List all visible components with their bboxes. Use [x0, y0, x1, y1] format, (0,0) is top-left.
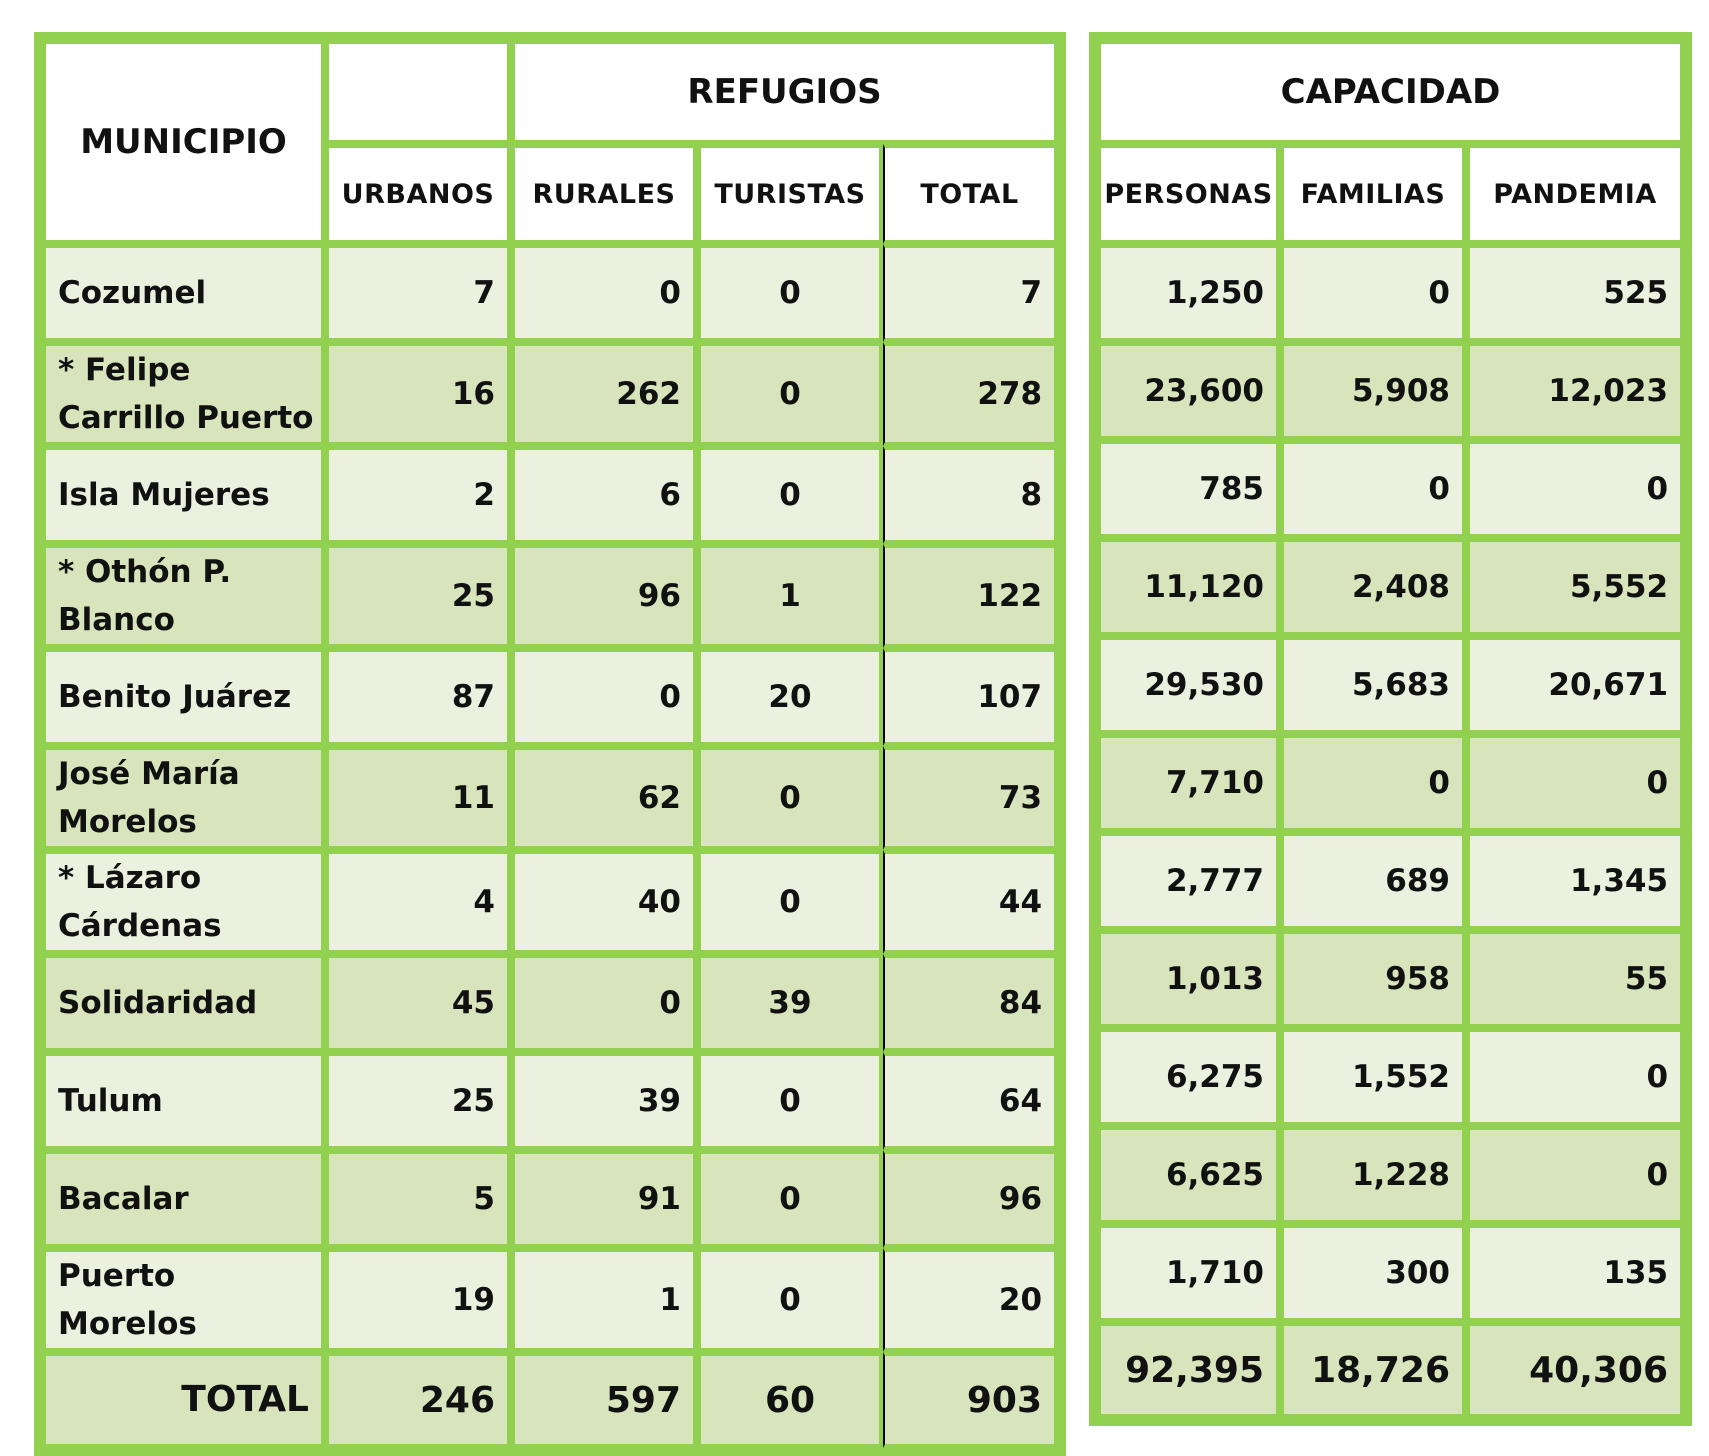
turistas-cell: 0 [697, 446, 883, 544]
rurales-cell: 0 [511, 954, 697, 1052]
pandemia-header: PANDEMIA [1466, 144, 1684, 244]
total-header: TOTAL [883, 144, 1058, 244]
familias-cell: 300 [1280, 1224, 1466, 1322]
capacidad-table [1089, 32, 1692, 1426]
municipio-cell: Bacalar [42, 1150, 325, 1248]
personas-total: 92,395 [1097, 1322, 1280, 1418]
turistas-cell: 20 [697, 648, 883, 746]
table-row [1097, 1224, 1684, 1322]
table-row [1097, 734, 1684, 832]
familias-cell: 958 [1280, 930, 1466, 1028]
table-row [42, 446, 1058, 544]
table-row [1097, 342, 1684, 440]
familias-cell: 5,908 [1280, 342, 1466, 440]
turistas-cell: 0 [697, 244, 883, 342]
familias-header: FAMILIAS [1280, 144, 1466, 244]
pandemia-cell: 525 [1466, 244, 1684, 342]
table-row [42, 544, 1058, 648]
urbanos-cell: 45 [325, 954, 511, 1052]
urbanos-cell: 7 [325, 244, 511, 342]
personas-cell: 1,250 [1097, 244, 1280, 342]
pandemia-cell: 5,552 [1466, 538, 1684, 636]
personas-cell: 11,120 [1097, 538, 1280, 636]
table-row [42, 1052, 1058, 1150]
municipio-cell: Tulum [42, 1052, 325, 1150]
municipio-cell: * Lázaro Cárdenas [42, 850, 325, 954]
urbanos-cell: 5 [325, 1150, 511, 1248]
urbanos-cell: 2 [325, 446, 511, 544]
turistas-cell: 0 [697, 1150, 883, 1248]
urbanos-total: 246 [325, 1352, 511, 1448]
urbanos-cell: 11 [325, 746, 511, 850]
rurales-cell: 6 [511, 446, 697, 544]
turistas-cell: 0 [697, 850, 883, 954]
pandemia-cell: 20,671 [1466, 636, 1684, 734]
personas-cell: 1,710 [1097, 1224, 1280, 1322]
familias-cell: 689 [1280, 832, 1466, 930]
rurales-header: RURALES [511, 144, 697, 244]
pandemia-cell: 0 [1466, 440, 1684, 538]
table-row [1097, 832, 1684, 930]
personas-cell: 7,710 [1097, 734, 1280, 832]
table-row [1097, 244, 1684, 342]
personas-cell: 6,275 [1097, 1028, 1280, 1126]
urbanos-cell: 87 [325, 648, 511, 746]
total-cell: 64 [883, 1052, 1058, 1150]
table-row [42, 342, 1058, 446]
pandemia-cell: 0 [1466, 1126, 1684, 1224]
turistas-header: TURISTAS [697, 144, 883, 244]
municipio-header: MUNICIPIO [42, 40, 325, 244]
familias-cell: 5,683 [1280, 636, 1466, 734]
refugios-header: REFUGIOS [511, 40, 1058, 144]
municipio-cell: Cozumel [42, 244, 325, 342]
familias-cell: 2,408 [1280, 538, 1466, 636]
urbanos-cell: 4 [325, 850, 511, 954]
total-cell: 20 [883, 1248, 1058, 1352]
municipio-cell: * Othón P. Blanco [42, 544, 325, 648]
familias-cell: 1,552 [1280, 1028, 1466, 1126]
table-row [42, 954, 1058, 1052]
familias-cell: 1,228 [1280, 1126, 1466, 1224]
turistas-cell: 0 [697, 342, 883, 446]
municipio-cell: Puerto Morelos [42, 1248, 325, 1352]
turistas-cell: 1 [697, 544, 883, 648]
table-row [1097, 538, 1684, 636]
totals-row [1097, 1322, 1684, 1418]
urbanos-cell: 19 [325, 1248, 511, 1352]
rurales-cell: 96 [511, 544, 697, 648]
rurales-total: 597 [511, 1352, 697, 1448]
capacidad-header: CAPACIDAD [1097, 40, 1684, 144]
total-cell: 278 [883, 342, 1058, 446]
turistas-cell: 39 [697, 954, 883, 1052]
urbanos-cell: 25 [325, 544, 511, 648]
urbanos-cell: 16 [325, 342, 511, 446]
total-cell: 122 [883, 544, 1058, 648]
familias-cell: 0 [1280, 734, 1466, 832]
pandemia-cell: 0 [1466, 1028, 1684, 1126]
personas-cell: 785 [1097, 440, 1280, 538]
rurales-cell: 0 [511, 648, 697, 746]
urbanos-cell: 25 [325, 1052, 511, 1150]
pandemia-total: 40,306 [1466, 1322, 1684, 1418]
table-row [1097, 636, 1684, 734]
municipio-cell: Isla Mujeres [42, 446, 325, 544]
rurales-cell: 1 [511, 1248, 697, 1352]
grand-total: 903 [883, 1352, 1058, 1448]
table-row [42, 1248, 1058, 1352]
turistas-total: 60 [697, 1352, 883, 1448]
totals-row [42, 1352, 1058, 1448]
total-cell: 8 [883, 446, 1058, 544]
total-cell: 7 [883, 244, 1058, 342]
personas-header: PERSONAS [1097, 144, 1280, 244]
municipio-cell: José María Morelos [42, 746, 325, 850]
turistas-cell: 0 [697, 1248, 883, 1352]
totals-label: TOTAL [42, 1352, 325, 1448]
rurales-cell: 262 [511, 342, 697, 446]
personas-cell: 29,530 [1097, 636, 1280, 734]
table-row [1097, 930, 1684, 1028]
pandemia-cell: 0 [1466, 734, 1684, 832]
rurales-cell: 0 [511, 244, 697, 342]
table-row [42, 244, 1058, 342]
blank-header-cell [325, 40, 511, 144]
table-row [42, 746, 1058, 850]
turistas-cell: 0 [697, 746, 883, 850]
table-row [1097, 1028, 1684, 1126]
turistas-cell: 0 [697, 1052, 883, 1150]
total-cell: 73 [883, 746, 1058, 850]
table-row [42, 1150, 1058, 1248]
pandemia-cell: 1,345 [1466, 832, 1684, 930]
table-row [1097, 1126, 1684, 1224]
personas-cell: 6,625 [1097, 1126, 1280, 1224]
familias-cell: 0 [1280, 244, 1466, 342]
pandemia-cell: 55 [1466, 930, 1684, 1028]
rurales-cell: 39 [511, 1052, 697, 1150]
familias-cell: 0 [1280, 440, 1466, 538]
table-row [1097, 440, 1684, 538]
municipio-cell: Benito Juárez [42, 648, 325, 746]
table-row [42, 850, 1058, 954]
personas-cell: 2,777 [1097, 832, 1280, 930]
municipio-cell: Solidaridad [42, 954, 325, 1052]
rurales-cell: 91 [511, 1150, 697, 1248]
familias-total: 18,726 [1280, 1322, 1466, 1418]
total-cell: 44 [883, 850, 1058, 954]
total-cell: 96 [883, 1150, 1058, 1248]
urbanos-header: URBANOS [325, 144, 511, 244]
refugios-table [34, 32, 1066, 1456]
total-cell: 84 [883, 954, 1058, 1052]
table-row [42, 648, 1058, 746]
total-cell: 107 [883, 648, 1058, 746]
personas-cell: 23,600 [1097, 342, 1280, 440]
pandemia-cell: 135 [1466, 1224, 1684, 1322]
rurales-cell: 40 [511, 850, 697, 954]
municipio-cell: * Felipe Carrillo Puerto [42, 342, 325, 446]
personas-cell: 1,013 [1097, 930, 1280, 1028]
pandemia-cell: 12,023 [1466, 342, 1684, 440]
rurales-cell: 62 [511, 746, 697, 850]
